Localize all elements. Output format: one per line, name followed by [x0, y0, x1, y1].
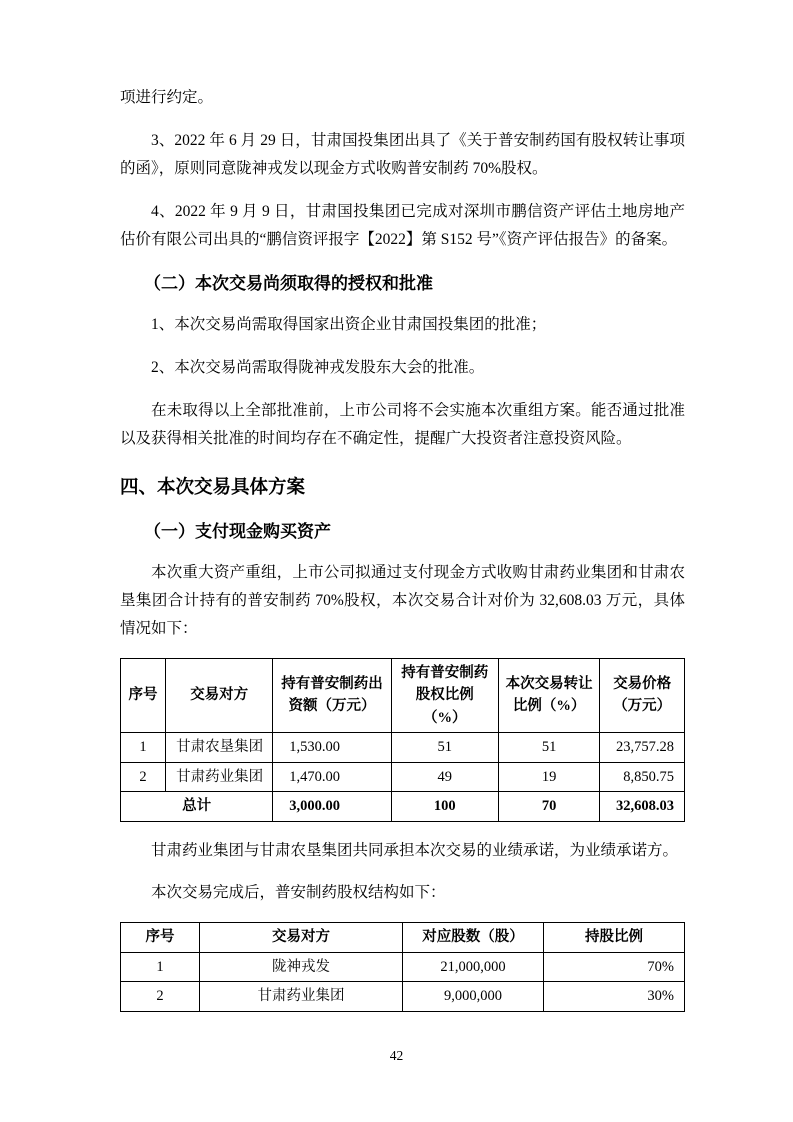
- table-cell: 100: [391, 792, 498, 821]
- table-cell: 21,000,000: [402, 952, 543, 981]
- paragraph: 本次重大资产重组，上市公司拟通过支付现金方式收购甘肃药业集团和甘肃农垦集团合计持有的普安制药 70%股权，本次交易合计对价为 32,608.03 万元，具体情况如下：: [120, 564, 685, 637]
- table-header-cell: 交易价格（万元）: [600, 658, 685, 732]
- table-cell: 51: [391, 733, 498, 762]
- table-row: [121, 952, 685, 981]
- page-number: 42: [389, 1048, 404, 1063]
- section-heading-cash-purchase: （一）支付现金购买资产: [144, 522, 331, 542]
- table-cell: 1,530.00: [273, 733, 391, 762]
- table-header-cell: 持有普安制药股权比例（%）: [391, 658, 498, 732]
- table-cell: 1: [121, 952, 200, 981]
- table-cell: 陇神戎发: [199, 952, 402, 981]
- table-cell: 3,000.00: [273, 792, 391, 821]
- table-header-cell: 本次交易转让比例（%）: [498, 658, 600, 732]
- table-total-row: [121, 792, 685, 821]
- table-cell: 23,757.28: [600, 733, 685, 762]
- table-cell: 甘肃药业集团: [199, 982, 402, 1011]
- table-cell: 总计: [121, 792, 273, 821]
- paragraph: 2、本次交易尚需取得陇神戎发股东大会的批准。: [151, 359, 485, 377]
- paragraph: 本次交易完成后，普安制药股权结构如下：: [151, 884, 446, 902]
- paragraph: 3、2022 年 6 月 29 日，甘肃国投集团出具了《关于普安制药国有股权转让事项的函》，原则同意陇神戎发以现金方式收购普安制药 70%股权。: [120, 131, 685, 177]
- table-header-cell: 交易对方: [166, 658, 273, 732]
- table-header-cell: 交易对方: [199, 923, 402, 952]
- table-header-cell: 持有普安制药出资额（万元）: [273, 658, 391, 732]
- table-cell: 32,608.03: [600, 792, 685, 821]
- paragraph: 甘肃药业集团与甘肃农垦集团共同承担本次交易的业绩承诺，为业绩承诺方。: [151, 841, 679, 859]
- table-header-cell: 序号: [121, 658, 166, 732]
- table-row: [121, 762, 685, 791]
- table-cell: 1: [121, 733, 166, 762]
- table-cell: 甘肃农垦集团: [166, 733, 273, 762]
- table-cell: 9,000,000: [402, 982, 543, 1011]
- paragraph: 4、2022 年 9 月 9 日，甘肃国投集团已完成对深圳市鹏信资产评估土地房地产估价有限公司出具的“鹏信资评报字【2022】第 S152 号”《资产评估报告》的备案。: [120, 202, 685, 248]
- table-row: [121, 733, 685, 762]
- table-cell: 19: [498, 762, 600, 791]
- table-cell: 49: [391, 762, 498, 791]
- table-header-cell: 序号: [121, 923, 200, 952]
- table-cell: 2: [121, 762, 166, 791]
- equity-structure-table: [120, 922, 685, 1011]
- table-cell: 2: [121, 982, 200, 1011]
- table-header-row: [121, 658, 685, 732]
- table-cell: 1,470.00: [273, 762, 391, 791]
- table-header-cell: 对应股数（股）: [402, 923, 543, 952]
- transaction-price-table: [120, 658, 685, 822]
- table-cell: 51: [498, 733, 600, 762]
- table-cell: 甘肃药业集团: [166, 762, 273, 791]
- table-cell: 8,850.75: [600, 762, 685, 791]
- paragraph: 1、本次交易尚需取得国家出资企业甘肃国投集团的批准；: [151, 316, 547, 334]
- table-cell: 30%: [543, 982, 684, 1011]
- chapter-heading: 四、本次交易具体方案: [120, 476, 306, 498]
- paragraph: 在未取得以上全部批准前，上市公司将不会实施本次重组方案。能否通过批准以及获得相关批准的时间均存在不确定性，提醒广大投资者注意投资风险。: [120, 402, 685, 448]
- section-heading-authorization: （二）本次交易尚须取得的授权和批准: [144, 274, 433, 294]
- table-header-cell: 持股比例: [543, 923, 684, 952]
- table-cell: 70%: [543, 952, 684, 981]
- table-cell: 70: [498, 792, 600, 821]
- table-row: [121, 982, 685, 1011]
- paragraph: 项进行约定。: [120, 89, 214, 106]
- table-header-row: [121, 923, 685, 952]
